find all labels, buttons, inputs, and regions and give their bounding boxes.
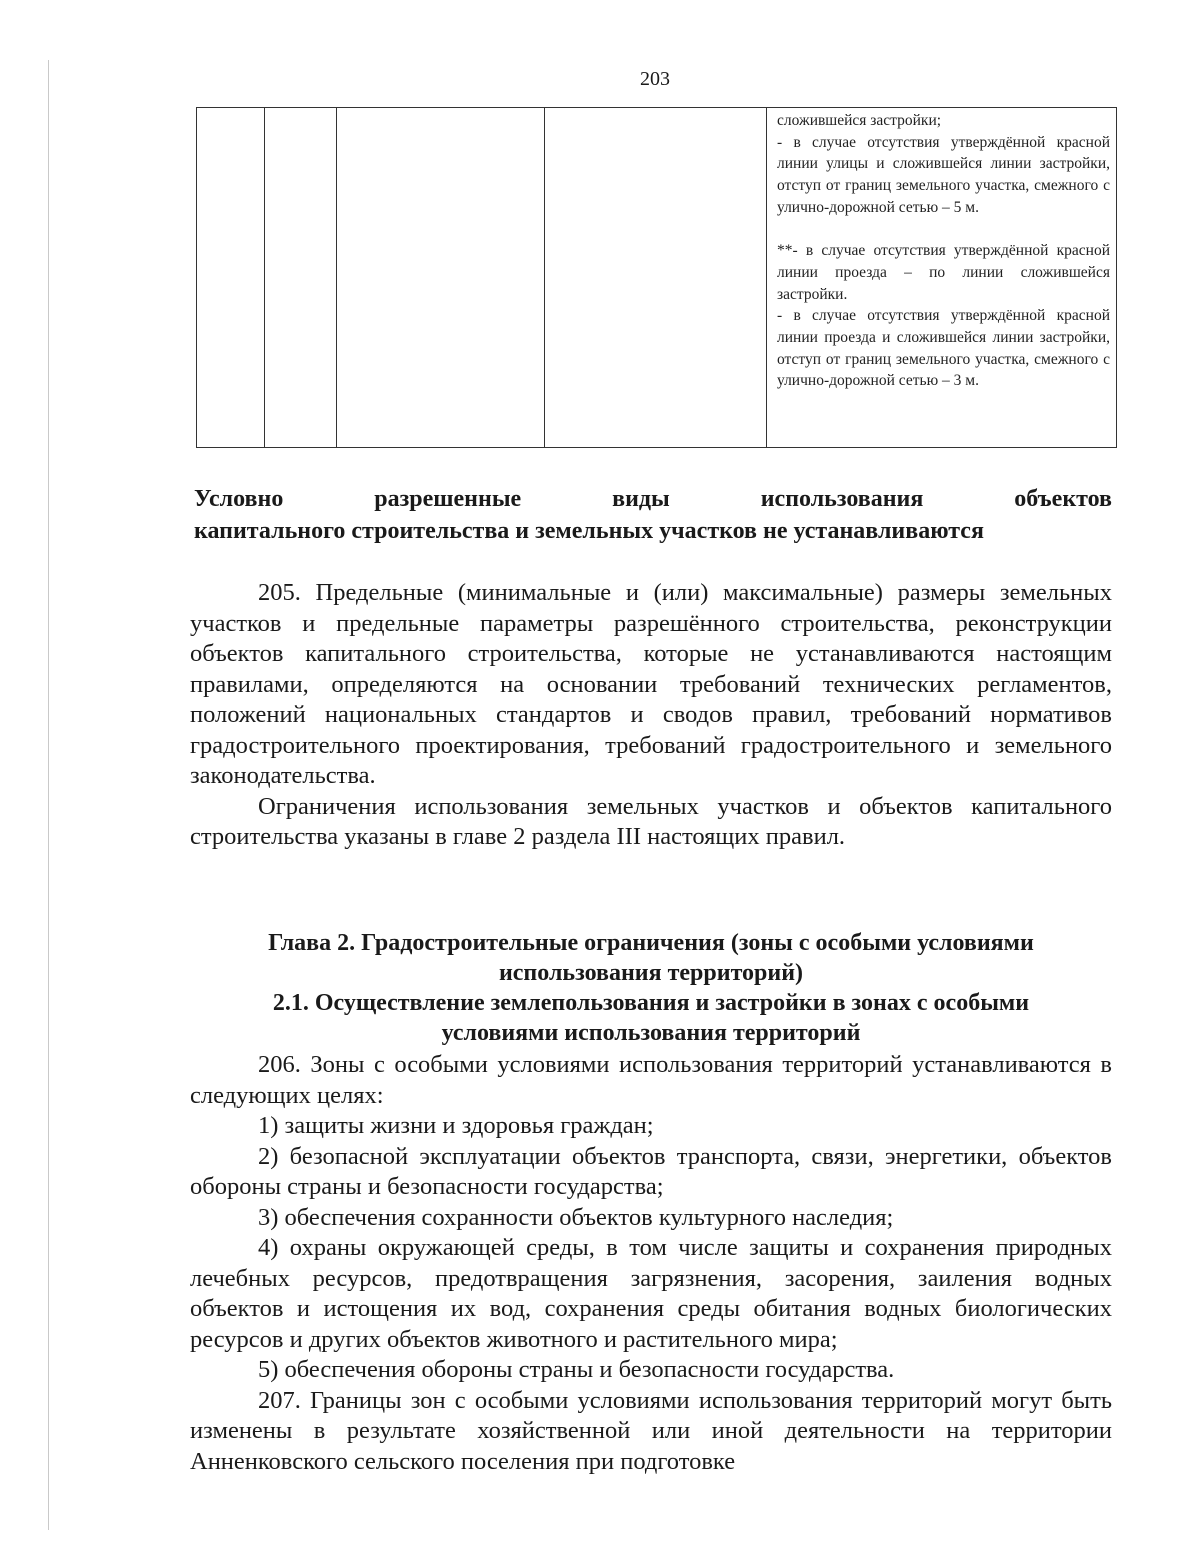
cell-paragraph: - в случае отсутствия утверждённой красной линии улицы и сложившейся линии застройки, отступ от границ земельного участка, смежного с улично-дорожной сетью – 5 м. xyxy=(777,133,1110,216)
table-row xyxy=(197,108,1117,448)
chapter-2-heading xyxy=(190,928,1112,988)
cell-paragraph: **- в случае отсутствия утверждённой красной линии проезда – по линии сложившейся застройки. xyxy=(777,242,1110,303)
cell-spacer xyxy=(777,219,1110,241)
list-item: 3) обеспечения сохранности объектов культурного наследия; xyxy=(258,1203,894,1231)
table-cell-empty xyxy=(265,108,337,448)
list-item: 2) безопасной эксплуатации объектов транспорта, связи, энергетики, объектов обороны страны и безопасности государства; xyxy=(190,1142,1112,1200)
paragraph-205-block xyxy=(190,578,1112,853)
cell-paragraph: сложившейся застройки; xyxy=(777,112,942,129)
conditional-uses-heading-line2: капитального строительства и земельных участков не устанавливаются xyxy=(194,518,984,544)
scan-margin-line xyxy=(48,60,49,1530)
paragraph-207: 207. Границы зон с особыми условиями использования территорий могут быть изменены в результате хозяйственной или иной деятельности на территории Анненковского сельского поселения при подготовке xyxy=(190,1386,1112,1475)
page-number: 203 xyxy=(640,68,670,90)
table-cell-setback-notes xyxy=(767,108,1117,448)
chapter-2-heading-line2: использования территорий) xyxy=(498,960,804,986)
list-item: 4) охраны окружающей среды, в том числе защиты и сохранения природных лечебных ресурсов, предотвращения загрязнения, засорения, заиления водных объектов и истощения их вод, сохранения среды обитания водных биологических ресурсов и других объектов животного и растительного мира; xyxy=(190,1234,1112,1353)
parameters-table-fragment xyxy=(196,107,1117,448)
paragraph-restrictions: Ограничения использования земельных участков и объектов капитального строительства указаны в главе 2 раздела III настоящих правил. xyxy=(190,792,1112,850)
section-2-1-heading-line2: условиями использования территорий xyxy=(441,1020,861,1046)
cell-paragraph: - в случае отсутствия утверждённой красной линии проезда и сложившейся линии застройки, отступ от границ земельного участка, смежного с улично-дорожной сетью – 3 м. xyxy=(777,307,1110,390)
paragraph-205: 205. Предельные (минимальные и (или) максимальные) размеры земельных участков и предельные параметры разрешённого строительства, реконструкции объектов капитального строительства, которые не устанавливаются настоящим правилами, определяются на основании требований технических регламентов, положений национальных стандартов и сводов правил, требований нормативов градостроительного проектирования, требований градостроительного и земельного законодательства. xyxy=(190,579,1112,789)
list-item: 5) обеспечения обороны страны и безопасности государства. xyxy=(258,1356,895,1383)
section-2-1-body xyxy=(190,1050,1112,1477)
table-cell-empty xyxy=(545,108,767,448)
conditional-uses-heading-line1: Условно разрешенные виды использования объектов xyxy=(194,486,1112,512)
list-item: 1) защиты жизни и здоровья граждан; xyxy=(258,1112,654,1139)
table-cell-empty xyxy=(337,108,545,448)
chapter-2-heading-line1: Глава 2. Градостроительные ограничения (зоны с особыми условиями xyxy=(268,930,1034,956)
table-cell-empty xyxy=(197,108,265,448)
section-2-1-heading-line1: 2.1. Осуществление землепользования и застройки в зонах с особыми xyxy=(272,990,1030,1016)
paragraph-206: 206. Зоны с особыми условиями использования территорий устанавливаются в следующих целях: xyxy=(190,1051,1112,1109)
section-2-1-heading xyxy=(190,988,1112,1048)
